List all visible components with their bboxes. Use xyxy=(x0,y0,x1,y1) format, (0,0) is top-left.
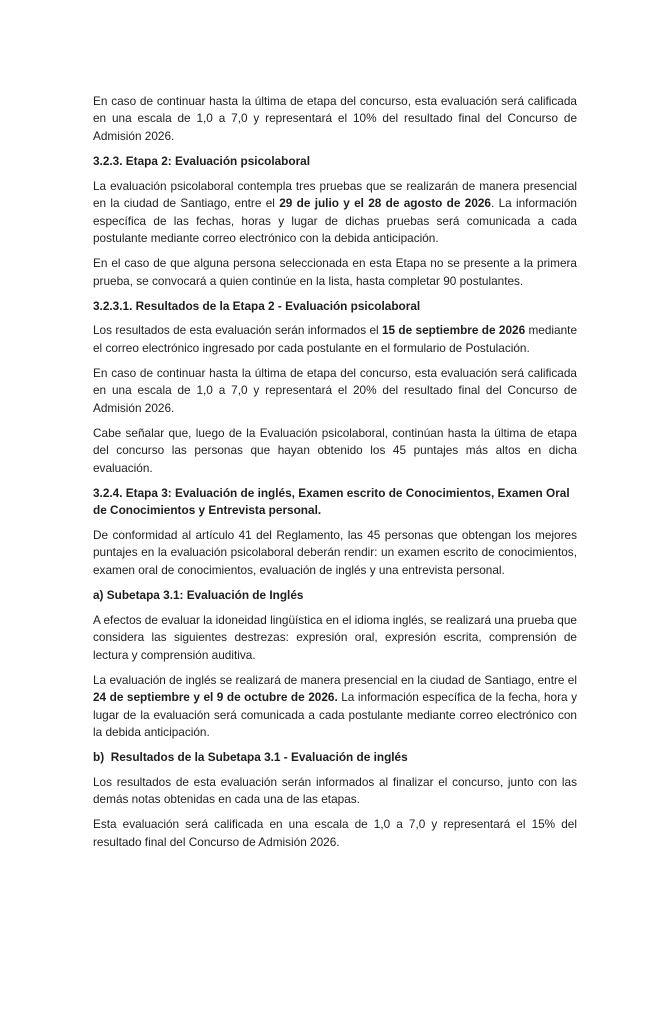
bold-text-run: 15 de septiembre de 2026 xyxy=(381,323,526,338)
body-paragraph xyxy=(93,178,577,248)
section-heading-resultados-etapa-2: 3.2.3.1. Resultados de la Etapa 2 - Evaluación psicolaboral xyxy=(93,298,421,313)
text-run: La evaluación de inglés se realizará de manera presencial en la ciudad de Santiago, entre el xyxy=(93,672,577,687)
text-run: . La información específica de las fechas, horas y lugar de dichas pruebas será comunicada a cada postulante mediante correo electrónico con la debida anticipación. xyxy=(93,196,577,246)
text-run: Los resultados de esta evaluación serán informados el xyxy=(93,323,382,338)
text-run: mediante el correo electrónico ingresado por cada postulante en el formulario de Postulación. xyxy=(93,323,578,355)
text-run: A efectos de evaluar la idoneidad lingüística en el idioma inglés, se realizará una prueba que considera las siguientes destrezas: expresión oral, expresión escrita, comprensión de lectura y comprensión auditiva. xyxy=(93,612,577,662)
body-paragraph xyxy=(93,612,577,664)
body-paragraph xyxy=(93,672,577,742)
body-paragraph xyxy=(93,527,577,579)
subheading-resultados-subetapa-3-1: b) Resultados de la Subetapa 3.1 - Evaluación de inglés xyxy=(93,750,408,764)
text-run: La información específica de la fecha, hora y lugar de la evaluación será comunicada a cada postulante mediante correo electrónico con la debida anticipación. xyxy=(93,690,578,740)
body-paragraph xyxy=(93,365,577,417)
body-paragraph xyxy=(93,322,577,357)
text-run: Cabe señalar que, luego de la Evaluación psicolaboral, continúan hasta la última de etapa del concurso las personas que hayan obtenido los 45 puntajes más altos en dicha evaluación. xyxy=(93,425,577,475)
body-paragraph xyxy=(93,93,577,145)
bold-text-run: 29 de julio y el 28 de agosto de 2026 xyxy=(279,196,491,211)
section-heading-etapa-3: 3.2.4. Etapa 3: Evaluación de inglés, Examen escrito de Conocimientos, Examen Oral de Conocimientos y Entrevista personal. xyxy=(93,485,573,518)
body-paragraph xyxy=(93,774,577,809)
text-run: De conformidad al artículo 41 del Reglamento, las 45 personas que obtengan los mejores puntajes en la evaluación psicolaboral deberán rendir: un examen escrito de conocimientos, examen oral de conocimientos, evaluación de inglés y una entrevista personal. xyxy=(93,528,577,577)
text-run: En caso de continuar hasta la última de etapa del concurso, esta evaluación será calificada en una escala de 1,0 a 7,0 y representará el 10% del resultado final del Concurso de Admisión 2026. xyxy=(93,94,577,143)
body-paragraph xyxy=(93,425,577,477)
text-run: La evaluación psicolaboral contempla tres pruebas que se realizarán de manera presencial en la ciudad de Santiago, entre el xyxy=(93,178,577,211)
bold-text-run: 24 de septiembre y el 9 de octubre de 2026. xyxy=(93,690,338,705)
text-run: Los resultados de esta evaluación serán informados al finalizar el concurso, junto con las demás notas obtenidas en cada una de las etapas. xyxy=(93,774,577,807)
section-heading-etapa-2: 3.2.3. Etapa 2: Evaluación psicolaboral xyxy=(93,153,311,168)
text-run: En caso de continuar hasta la última de etapa del concurso, esta evaluación será calificada en una escala de 1,0 a 7,0 y representará el 20% del resultado final del Concurso de Admisión 2026. xyxy=(93,365,577,415)
body-paragraph xyxy=(93,255,577,290)
body-paragraph xyxy=(93,816,577,851)
subheading-subetapa-3-1: a) Subetapa 3.1: Evaluación de Inglés xyxy=(93,587,304,602)
text-run: Esta evaluación será calificada en una escala de 1,0 a 7,0 y representará el 15% del resultado final del Concurso de Admisión 2026. xyxy=(93,817,577,849)
text-run: En el caso de que alguna persona seleccionada en esta Etapa no se presente a la primera prueba, se convocará a quien continúe en la lista, hasta completar 90 postulantes. xyxy=(93,256,577,288)
